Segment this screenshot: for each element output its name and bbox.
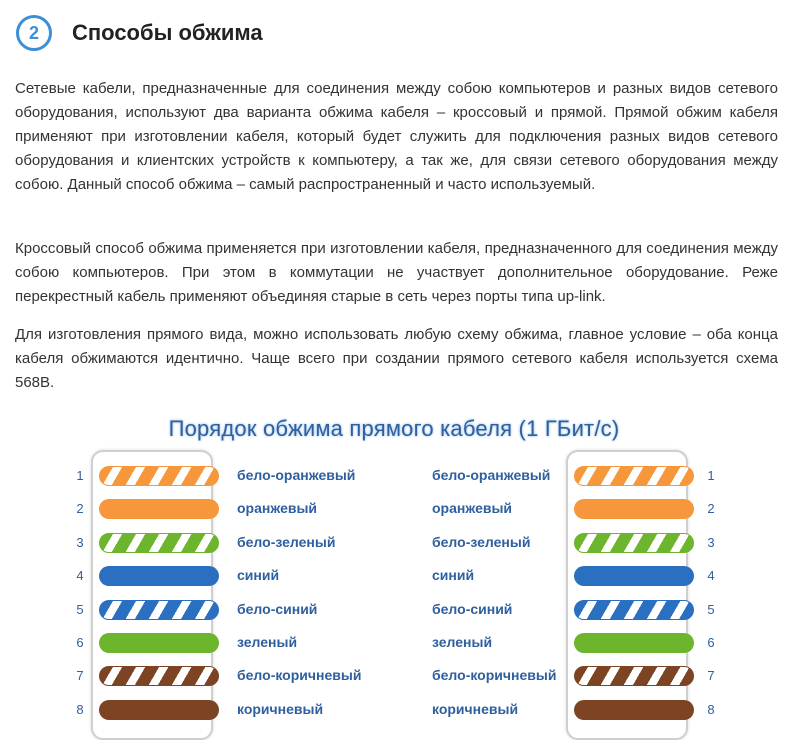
right-wire: [574, 633, 694, 653]
right-pin-number: 4: [707, 568, 715, 584]
right-wire-label: оранжевый: [432, 500, 513, 517]
left-pin-number: 4: [76, 568, 84, 584]
left-wire-label: бело-оранжевый: [237, 467, 356, 483]
right-wire-label: коричневый: [432, 700, 519, 717]
right-wire-label: бело-зеленый: [432, 533, 531, 550]
left-pin-number: 7: [76, 668, 84, 684]
right-connector: [566, 450, 688, 740]
right-pin-number: 2: [707, 501, 715, 517]
left-wire-label: синий: [237, 567, 280, 584]
section-header: [16, 12, 263, 54]
right-pin-number: 6: [707, 635, 715, 650]
left-wire: [99, 700, 219, 720]
right-wire-label: бело-коричневый: [432, 667, 557, 684]
left-wire-label: зеленый: [237, 634, 298, 650]
left-wire: [99, 499, 219, 519]
right-wire: [574, 666, 694, 686]
right-wire-label: синий: [432, 567, 475, 584]
paragraph-crossover: Кроссовый способ обжима применяется при изготовлении кабеля, предназначенного для соединения между собою компьютеров. При этом в коммутации не участвует дополнительное оборудование. Реже перекрестный кабель применяют объединяя старые в сеть через порты типа up-link.: [15, 240, 778, 305]
left-wire: [99, 666, 219, 686]
left-wire: [99, 566, 219, 586]
diagram-title: Порядок обжима прямого кабеля (1 ГБит/с): [168, 416, 620, 441]
left-wire-label: оранжевый: [237, 500, 318, 517]
left-wire: [99, 633, 219, 653]
right-wire: [574, 600, 694, 620]
straight-cable-wiring-diagram: [0, 410, 788, 739]
left-wire: [99, 466, 219, 486]
right-pin-number: 3: [707, 534, 715, 550]
left-pin-number: 8: [76, 701, 84, 717]
section-title: Способы обжима: [72, 20, 263, 45]
left-wire: [99, 533, 219, 553]
paragraph-crimping-types: Сетевые кабели, предназначенные для соединения между собою компьютеров и разных видов сетевого оборудования, используют два варианта обжима кабеля – кроссовый и прямой. Прямой обжим кабеля применяют при изготовлении кабеля, который будет служить для подключения разных видов сетевого оборудования и клиентских устройств к компьютеру, а так же, для связи сетевого оборудования между собою. Данный способ обжима – самый распространенный и часто используемый.: [15, 80, 778, 193]
left-wire-label: коричневый: [237, 700, 324, 717]
left-pin-number: 3: [76, 534, 84, 550]
left-wire: [99, 600, 219, 620]
step-number-badge: 2: [16, 15, 52, 51]
right-wire: [574, 566, 694, 586]
right-pin-number: 5: [707, 601, 715, 617]
paragraph-straight: Для изготовления прямого вида, можно использовать любую схему обжима, главное условие – оба конца кабеля обжимаются идентично. Чаще всего при создании прямого сетевого кабеля используется схема 568B.: [15, 326, 778, 391]
left-wire-label: бело-коричневый: [237, 667, 362, 684]
left-pin-number: 1: [76, 468, 84, 483]
left-connector: [91, 450, 213, 740]
right-wire: [574, 499, 694, 519]
right-wire-label: бело-оранжевый: [432, 467, 551, 483]
right-pin-number: 1: [707, 468, 715, 483]
right-pin-number: 8: [707, 701, 715, 717]
right-wire: [574, 466, 694, 486]
left-wire-label: бело-синий: [237, 600, 318, 617]
right-wire: [574, 700, 694, 720]
right-wire: [574, 533, 694, 553]
right-wire-label: бело-синий: [432, 600, 513, 617]
left-pin-number: 2: [76, 501, 84, 517]
left-pin-number: 5: [76, 601, 84, 617]
left-wire-label: бело-зеленый: [237, 533, 336, 550]
right-wire-label: зеленый: [432, 634, 493, 650]
left-pin-number: 6: [76, 635, 84, 650]
right-pin-number: 7: [707, 668, 715, 684]
